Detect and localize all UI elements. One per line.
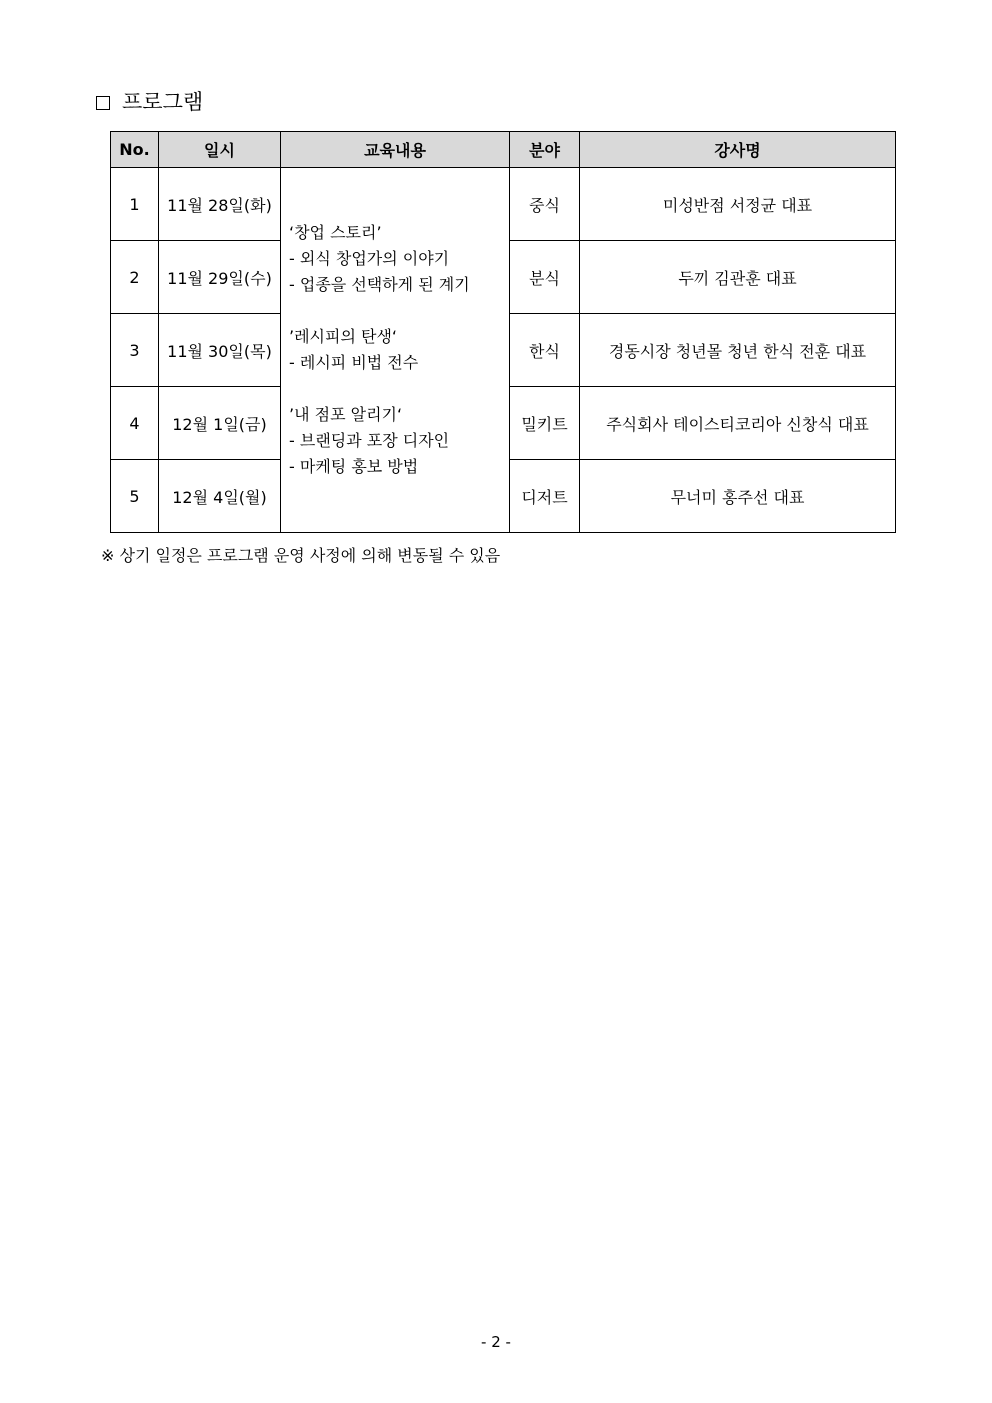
content-block: [289, 220, 501, 298]
content-item: - 업종을 선택하게 된 계기: [289, 275, 470, 294]
table-header-row: [111, 132, 896, 168]
header-date: 일시: [159, 132, 281, 168]
row-date: 11월 28일(화): [159, 168, 281, 241]
row-field: 한식: [510, 314, 580, 387]
content-block-title: ’레시피의 탄생‘: [289, 327, 397, 346]
education-content: [281, 168, 510, 533]
content-block-title: ’내 점포 알리기‘: [289, 405, 403, 424]
row-field: 밀키트: [510, 387, 580, 460]
header-content: 교육내용: [281, 132, 510, 168]
row-field: 디저트: [510, 460, 580, 533]
section-title-text: 프로그램: [122, 90, 204, 114]
content-item: - 레시피 비법 전수: [289, 353, 419, 372]
row-lecturer: 무너미 홍주선 대표: [580, 460, 896, 533]
row-lecturer: 미성반점 서정균 대표: [580, 168, 896, 241]
header-field: 분야: [510, 132, 580, 168]
content-block-title: ‘창업 스토리’: [289, 223, 382, 242]
table-row: [111, 168, 896, 241]
row-date: 11월 30일(목): [159, 314, 281, 387]
row-field: 중식: [510, 168, 580, 241]
row-no: 1: [111, 168, 159, 241]
row-no: 3: [111, 314, 159, 387]
row-date: 11월 29일(수): [159, 241, 281, 314]
square-bullet-icon: [96, 96, 110, 110]
header-no: No.: [111, 132, 159, 168]
page-number: - 2 -: [481, 1333, 511, 1351]
content-item: - 브랜딩과 포장 디자인: [289, 431, 450, 450]
content-item: - 외식 창업가의 이야기: [289, 249, 450, 268]
row-field: 분식: [510, 241, 580, 314]
section-title: [96, 88, 203, 116]
row-date: 12월 1일(금): [159, 387, 281, 460]
content-item: - 마케팅 홍보 방법: [289, 457, 419, 476]
content-block: [289, 402, 501, 480]
row-no: 5: [111, 460, 159, 533]
header-lecturer: 강사명: [580, 132, 896, 168]
content-block: [289, 324, 501, 376]
schedule-note: ※ 상기 일정은 프로그램 운영 사정에 의해 변동될 수 있음: [101, 546, 501, 565]
row-lecturer: 두끼 김관훈 대표: [580, 241, 896, 314]
program-table: [110, 131, 896, 533]
row-no: 2: [111, 241, 159, 314]
row-lecturer: 경동시장 청년몰 청년 한식 전훈 대표: [580, 314, 896, 387]
row-lecturer: 주식회사 테이스티코리아 신창식 대표: [580, 387, 896, 460]
row-date: 12월 4일(월): [159, 460, 281, 533]
row-no: 4: [111, 387, 159, 460]
